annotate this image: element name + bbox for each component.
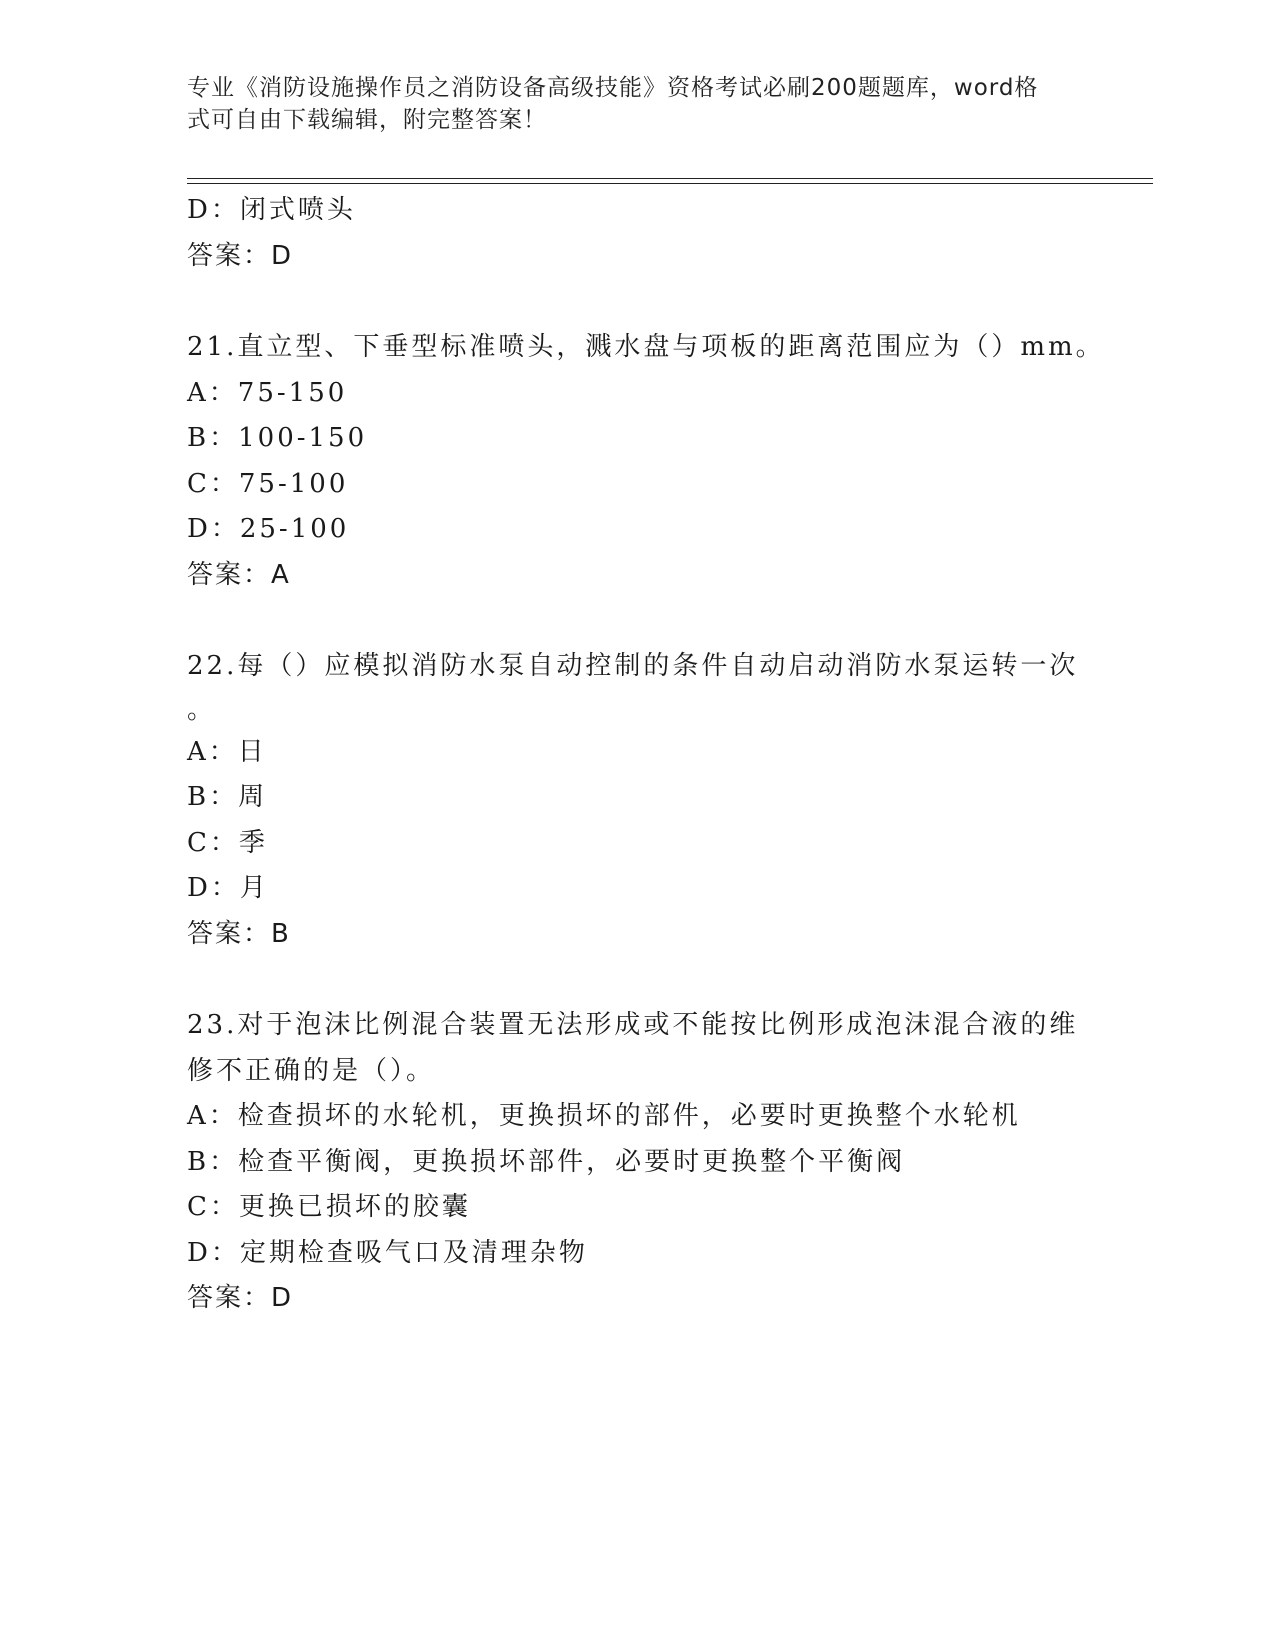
question-23-option-d: D：定期检查吸气口及清理杂物 [187,1237,588,1268]
header-divider-top [187,178,1153,179]
question-21-option-c: C：75-100 [187,468,349,499]
document-header [187,72,1087,136]
question-22-stem-line-2: 。 [187,694,217,725]
prev-answer: 答案：D [187,240,294,271]
header-divider-bottom [187,183,1153,184]
question-21-option-d: D：25-100 [187,514,350,544]
question-21-option-b: B：100-150 [187,423,368,453]
spacer [187,279,1087,325]
spacer [187,957,1087,1003]
question-23-option-a: A：检查损坏的水轮机，更换损坏的部件，必要时更换整个水轮机 [187,1101,1021,1131]
question-21 [187,325,1105,598]
question-content [187,188,1105,1322]
header-line-2: 式可自由下载编辑，附完整答案！ [187,107,547,133]
question-22-option-b: B：周 [187,782,268,812]
question-22-option-c: C：季 [187,827,268,858]
question-23-stem-line-1: 23.对于泡沫比例混合装置无法形成或不能按比例形成泡沫混合液的维 [187,1010,1079,1040]
header-line-1: 专业《消防设施操作员之消防设备高级技能》资格考试必刷200题题库，word格 [187,75,1039,101]
question-23-answer: 答案：D [187,1283,294,1313]
question-21-option-a: A：75-150 [187,377,348,408]
question-22-answer: 答案：B [187,918,291,949]
question-22-stem-line-1: 22.每（）应模拟消防水泵自动控制的条件自动启动消防水泵运转一次 [187,651,1079,681]
question-22 [187,644,1087,957]
spacer [187,598,1087,644]
question-21-answer: 答案：A [187,559,291,590]
question-23-option-c: C：更换已损坏的胶囊 [187,1192,471,1222]
question-23 [187,1003,1087,1322]
question-23-option-b: B：检查平衡阀，更换损坏部件，必要时更换整个平衡阀 [187,1146,906,1177]
question-22-option-a: A：日 [187,736,267,767]
question-22-option-d: D：月 [187,873,269,903]
question-21-stem: 21.直立型、下垂型标准喷头，溅水盘与项板的距离范围应为（）mm。 [187,332,1105,362]
question-23-stem-line-2: 修不正确的是（）。 [187,1055,436,1086]
prev-option-d: D：闭式喷头 [187,195,356,225]
